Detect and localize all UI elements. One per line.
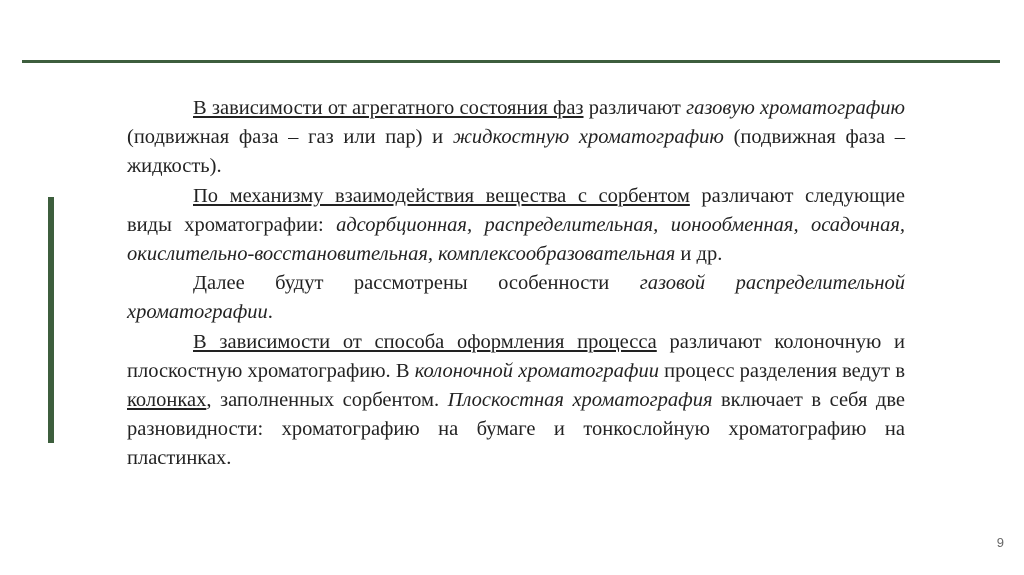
run: Далее будут рассмотрены особенности (193, 272, 640, 295)
page-number: 9 (996, 535, 1004, 550)
paragraph-process-method (127, 328, 905, 474)
run: газовую хроматографию (686, 97, 905, 119)
run: , заполненных сорбентом. (206, 389, 448, 412)
paragraph-further (127, 269, 905, 327)
side-accent-bar (48, 197, 54, 443)
run: различают (583, 97, 687, 119)
run: (подвижная фаза – жидкость). (127, 126, 906, 178)
body-text (127, 94, 905, 474)
run: процесс разделения ведут в (659, 359, 906, 382)
run: различают следующие виды хроматографии: (127, 184, 905, 236)
paragraph-mechanism (127, 182, 905, 270)
run: В зависимости от агрегатного состояния фаз (193, 97, 584, 119)
run: По механизму взаимодействия вещества с сорбентом (193, 184, 690, 207)
run: (подвижная фаза – газ или пар) и (127, 126, 453, 149)
run: газовой распределительной хроматографии (127, 272, 905, 324)
run: и др. (675, 243, 723, 266)
run: колоночной хроматографии (414, 359, 659, 382)
run: В зависимости от способа оформления процесса (193, 330, 657, 353)
run: жидкостную хроматографию (452, 126, 724, 149)
run: включает в себя две разновидности: хроматографию на бумаге и тонкослойную хроматографию на пластинках. (127, 389, 905, 470)
paragraph-phase-state (127, 94, 905, 182)
top-divider (22, 60, 1000, 63)
run: колонках (127, 389, 207, 412)
run: Плоскостная хроматография (447, 389, 713, 412)
run: . (267, 301, 273, 324)
run: различают колоночную и плоскостную хроматографию. В (127, 330, 905, 382)
run: адсорбционная, распределительная, ионообменная, осадочная, окислительно-восстановительная, комплексообразовательная (127, 213, 905, 266)
